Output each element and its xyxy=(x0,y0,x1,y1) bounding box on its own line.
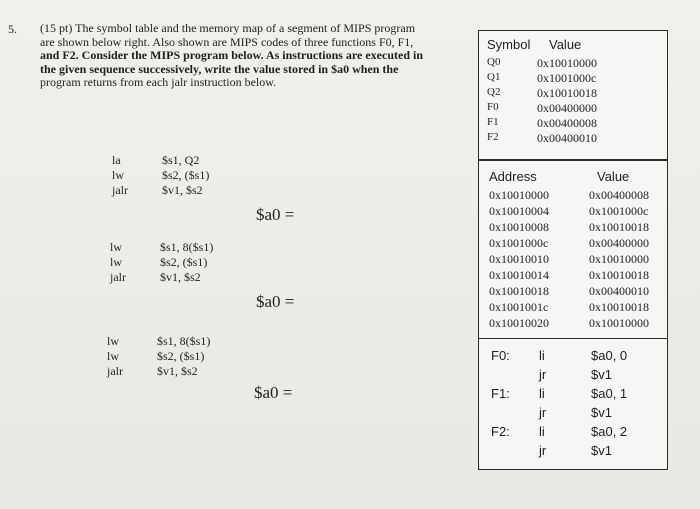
symbol-table xyxy=(478,30,668,160)
opcode: lw xyxy=(107,349,119,363)
code-row xyxy=(110,240,250,255)
opcode: lw xyxy=(112,168,124,182)
operands: $s2, ($s1) xyxy=(162,168,210,182)
operands: $s1, 8($s1) xyxy=(160,240,214,254)
symbol-value: 0x1001000c xyxy=(537,71,597,85)
answer-a0-2[interactable]: $a0 = xyxy=(256,292,295,311)
value-header: Value xyxy=(549,37,582,52)
code-row xyxy=(110,270,250,285)
memory-address: 0x10010000 xyxy=(489,188,549,202)
opcode: li xyxy=(539,348,545,363)
memory-address: 0x10010010 xyxy=(489,252,549,266)
memory-value: 0x10010000 xyxy=(589,252,649,266)
symbol-value: 0x00400000 xyxy=(537,101,597,115)
operands: $s1, Q2 xyxy=(162,153,200,167)
opcode: jr xyxy=(539,405,547,420)
answer-a0-3[interactable]: $a0 = xyxy=(254,383,293,402)
memory-map xyxy=(478,160,668,340)
code-block-1 xyxy=(112,153,252,198)
operands: $s2, ($s1) xyxy=(157,349,205,363)
memory-address: 0x1001000c xyxy=(489,236,549,250)
question-line: (15 pt) The symbol table and the memory map of a segment of MIPS program xyxy=(40,21,416,35)
memory-value: 0x10010018 xyxy=(589,220,649,234)
operands: $a0, 1 xyxy=(591,386,628,401)
code-row xyxy=(107,349,247,364)
code-row xyxy=(112,153,252,168)
memory-address: 0x10010014 xyxy=(489,268,549,282)
operands: $s2, ($s1) xyxy=(160,255,208,269)
opcode: lw xyxy=(110,255,122,269)
opcode: jr xyxy=(539,367,547,382)
code-row xyxy=(112,183,252,198)
question-line: and F2. Consider the MIPS program below. As instructions are executed in xyxy=(40,48,424,62)
question-line: are shown below right. Also shown are MIPS codes of three functions F0, F1, xyxy=(40,34,414,49)
opcode: li xyxy=(539,386,545,401)
answer-a0-1[interactable]: $a0 = xyxy=(256,205,295,224)
function-label: F1: xyxy=(491,386,510,401)
symbol-value: 0x00400010 xyxy=(537,131,597,145)
symbol-name: F2 xyxy=(487,131,499,143)
symbol-name: Q2 xyxy=(487,86,501,98)
symbol-value: 0x10010018 xyxy=(537,86,597,100)
operands: $v1 xyxy=(591,405,612,420)
question-line: the given sequence successively, write the value stored in $a0 when the xyxy=(40,61,399,76)
memory-value: 0x10010018 xyxy=(589,268,649,282)
operands: $v1 xyxy=(591,443,612,458)
function-label: F2: xyxy=(491,424,510,439)
opcode: lw xyxy=(107,334,119,348)
memory-value: 0x00400010 xyxy=(589,284,649,298)
symbol-header: Symbol xyxy=(487,37,531,52)
code-row xyxy=(110,255,250,270)
memory-address: 0x10010004 xyxy=(489,204,549,218)
operands: $a0, 2 xyxy=(591,424,628,439)
memory-address: 0x10010018 xyxy=(489,284,549,298)
operands: $a0, 0 xyxy=(591,348,628,363)
symbol-name: F1 xyxy=(487,116,499,128)
value-header: Value xyxy=(597,169,630,184)
code-block-2 xyxy=(110,240,250,285)
question-number: 5. xyxy=(8,22,17,36)
memory-value: 0x10010018 xyxy=(589,300,649,314)
symbol-value: 0x10010000 xyxy=(537,56,597,70)
opcode: jalr xyxy=(107,364,123,378)
operands: $v1, $s2 xyxy=(162,183,203,197)
memory-value: 0x00400000 xyxy=(589,236,649,250)
opcode: jalr xyxy=(110,270,126,284)
code-row xyxy=(112,168,252,183)
memory-address: 0x1001001c xyxy=(489,300,549,314)
opcode: la xyxy=(112,153,121,167)
address-header: Address xyxy=(489,169,537,184)
memory-address: 0x10010020 xyxy=(489,316,549,330)
code-row xyxy=(107,364,247,379)
memory-value: 0x00400008 xyxy=(589,188,649,202)
question-text xyxy=(40,22,470,90)
operands: $s1, 8($s1) xyxy=(157,334,211,348)
code-block-3 xyxy=(107,334,247,379)
symbol-name: Q0 xyxy=(487,56,501,68)
opcode: jr xyxy=(539,443,547,458)
opcode: lw xyxy=(110,240,122,254)
operands: $v1 xyxy=(591,367,612,382)
question-line: program returns from each jalr instruction below. xyxy=(40,75,277,89)
operands: $v1, $s2 xyxy=(160,270,201,284)
function-label: F0: xyxy=(491,348,510,363)
symbol-name: F0 xyxy=(487,101,499,113)
memory-value: 0x1001000c xyxy=(589,204,649,218)
symbol-value: 0x00400008 xyxy=(537,116,597,130)
operands: $v1, $s2 xyxy=(157,364,198,378)
memory-address: 0x10010008 xyxy=(489,220,549,234)
memory-value: 0x10010000 xyxy=(589,316,649,330)
symbol-name: Q1 xyxy=(487,71,501,83)
opcode: jalr xyxy=(112,183,128,197)
code-row xyxy=(107,334,247,349)
function-code xyxy=(478,338,668,470)
opcode: li xyxy=(539,424,545,439)
